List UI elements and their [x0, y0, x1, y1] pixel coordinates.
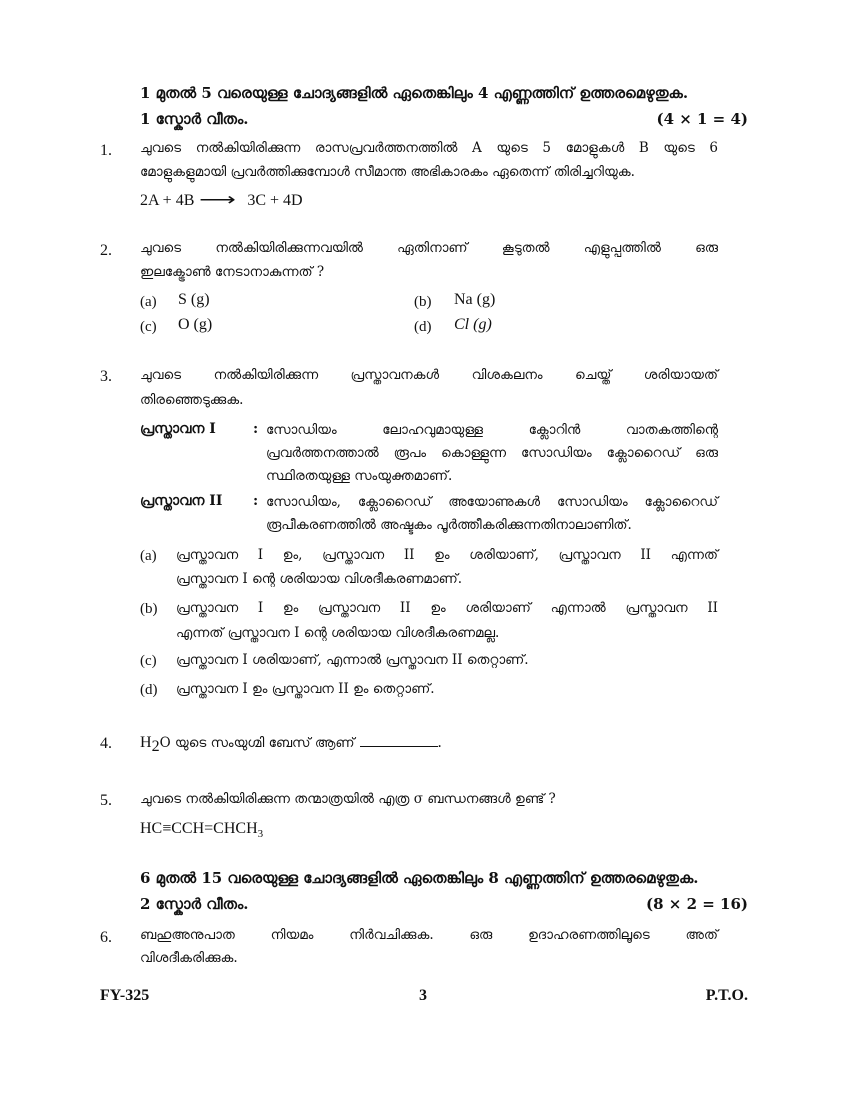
option-label: (a)	[140, 294, 157, 310]
option-label: (d)	[414, 319, 432, 335]
option-value: Na (g)	[454, 291, 496, 308]
formula-main: HC≡CCH=CHCH	[140, 820, 258, 837]
section-b-marks: (8 × 2 = 16)	[646, 895, 748, 913]
section-a-marks: (4 × 1 = 4)	[656, 110, 748, 128]
statement-colon: :	[253, 421, 259, 437]
statement-2-line2: രൂപീകരണത്തിൽ അഷ്ടകം പൂർത്തീകരിക്കുന്നതിനാലാണിത്.	[266, 517, 632, 533]
statement-1-line3: സ്ഥിരതയുള്ള സംയുക്തമാണ്.	[266, 468, 453, 484]
statement-2-label: പ്രസ്താവന II	[140, 493, 223, 509]
statement-1-label: പ്രസ്താവന I	[140, 421, 216, 437]
option-label: (b)	[414, 294, 432, 310]
q2-option-c	[140, 316, 213, 336]
option-value: O (g)	[178, 316, 213, 333]
option-label: (b)	[140, 601, 158, 617]
equation-lhs: 2A + 4B	[140, 192, 195, 209]
q3-option-a-line1: പ്രസ്താവന I ഉം, പ്രസ്താവന II ഉം ശരിയാണ്, പ്രസ്താവന II എന്നത്	[176, 547, 718, 563]
footer-paper-code: FY-325	[100, 987, 150, 1004]
q5-formula	[140, 820, 263, 840]
footer-pto: P.T.O.	[705, 987, 748, 1004]
answer-blank	[360, 732, 438, 747]
q6-text-line1: ബഹുഅനുപാത നിയമം നിർവചിക്കുക. ഒരു ഉദാഹരണത്തിലൂടെ അത്	[140, 927, 718, 943]
equation-arrow: ⟶	[199, 192, 237, 209]
q3-option-d-text: പ്രസ്താവന I ഉം പ്രസ്താവന II ഉം തെറ്റാണ്.	[176, 681, 435, 697]
q3-option-b-line1: പ്രസ്താവന I ഉം പ്രസ്താവന II ഉം ശരിയാണ് എന്നാൽ പ്രസ്താവന II	[176, 600, 718, 616]
q1-text-line1: ചുവടെ നൽകിയിരിക്കുന്ന രാസപ്രവർത്തനത്തിൽ A യുടെ 5 മോളുകൾ B യുടെ 6	[140, 140, 718, 156]
q2-option-a	[140, 291, 210, 311]
statement-colon: :	[253, 493, 259, 509]
q2-option-b	[414, 291, 496, 311]
section-b-score-note: 2 സ്കോർ വീതം.	[140, 895, 249, 913]
question-number: 5.	[100, 792, 112, 809]
question-number: 6.	[100, 929, 112, 946]
q2-option-d	[414, 316, 492, 336]
q4-period: .	[437, 734, 442, 751]
section-b-instruction: 6 മുതൽ 15 വരെയുള്ള ചോദ്യങ്ങളിൽ ഏതെങ്കിലും 8 എണ്ണത്തിന് ഉത്തരമെഴുതുക.	[140, 869, 699, 887]
q3-option-a-line2: പ്രസ്താവന I ന്റെ ശരിയായ വിശദീകരണമാണ്.	[176, 571, 463, 587]
q3-option-c-text: പ്രസ്താവന I ശരിയാണ്, എന്നാൽ പ്രസ്താവന II തെറ്റാണ്.	[176, 652, 529, 668]
equation-rhs: 3C + 4D	[247, 192, 303, 209]
option-label: (c)	[140, 319, 157, 335]
statement-1-line1: സോഡിയം ലോഹവുമായുള്ള ക്ലോറിൻ വാതകത്തിന്റെ	[266, 422, 718, 438]
option-label: (a)	[140, 548, 157, 564]
q4-text	[140, 731, 442, 756]
q2-text-line1: ചുവടെ നൽകിയിരിക്കുന്നവയിൽ ഏതിനാണ് കൂടുതൽ എളുപ്പത്തിൽ ഒരു	[140, 240, 718, 256]
formula-subscript: 3	[257, 828, 264, 841]
q1-text-line2: മോളുകളുമായി പ്രവർത്തിക്കുമ്പോൾ സീമാന്ത അഭികാരകം ഏതെന്ന് തിരിച്ചറിയുക.	[140, 164, 635, 180]
statement-2-line1: സോഡിയം, ക്ലോറൈഡ് അയോണുകൾ സോഡിയം ക്ലോറൈഡ്	[266, 494, 718, 510]
q4-text-rest: O യുടെ സംയുഗ്മി ബേസ് ആണ്	[159, 735, 355, 751]
option-value: S (g)	[178, 291, 210, 308]
option-label: (d)	[140, 682, 158, 698]
q3-option-b-line2: എന്നത് പ്രസ്താവന I ന്റെ ശരിയായ വിശദീകരണമല്ല.	[176, 625, 500, 641]
question-number: 1.	[100, 142, 112, 159]
question-number: 2.	[100, 242, 112, 259]
section-a-instruction: 1 മുതൽ 5 വരെയുള്ള ചോദ്യങ്ങളിൽ ഏതെങ്കിലും 4 എണ്ണത്തിന് ഉത്തരമെഴുതുക.	[140, 84, 689, 102]
option-value: Cl (g)	[454, 316, 492, 333]
q4-formula-h: H	[140, 734, 152, 751]
question-number: 4.	[100, 735, 112, 752]
option-label: (c)	[140, 653, 157, 669]
section-a-score-note: 1 സ്കോർ വീതം.	[140, 110, 249, 128]
q1-equation	[140, 190, 303, 210]
statement-1-line2: പ്രവർത്തനത്താൽ രൂപം കൊള്ളുന്ന സോഡിയം ക്ലോറൈഡ് ഒരു	[266, 445, 718, 461]
q2-text-line2: ഇലക്ട്രോൺ നേടാനാകുന്നത് ?	[140, 264, 325, 280]
question-number: 3.	[100, 368, 112, 385]
q6-text-line2: വിശദീകരിക്കുക.	[140, 950, 238, 966]
q3-text-line2: തിരഞ്ഞെടുക്കുക.	[140, 392, 244, 408]
q5-text: ചുവടെ നൽകിയിരിക്കുന്ന തന്മാത്രയിൽ എത്ര σ ബന്ധനങ്ങൾ ഉണ്ട് ?	[140, 791, 556, 807]
footer-page-number: 3	[419, 987, 427, 1004]
q3-text-line1: ചുവടെ നൽകിയിരിക്കുന്ന പ്രസ്താവനകൾ വിശകലനം ചെയ്ത് ശരിയായത്	[140, 367, 718, 383]
q4-formula-sub: 2	[151, 738, 160, 756]
